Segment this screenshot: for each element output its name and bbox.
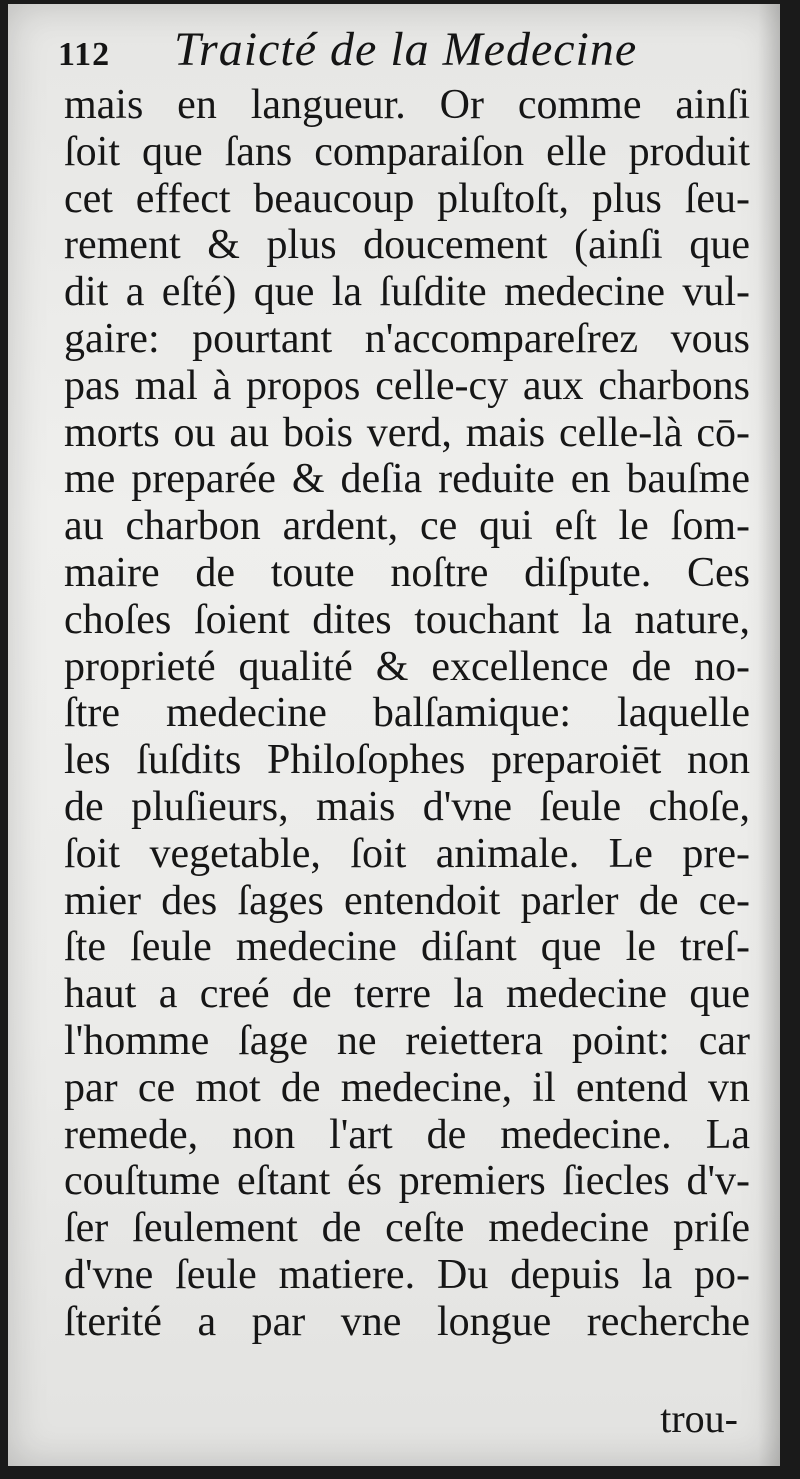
text-line: ſoit que ſans comparaiſon elle produit <box>64 128 750 175</box>
running-title: Traicté de la Medecine <box>174 23 638 76</box>
text-line: cet effect beaucoup pluſtoſt, plus ſeu- <box>64 175 750 222</box>
text-line: maire de toute noſtre diſpute. Ces <box>64 549 750 596</box>
text-line: ſer ſeulement de ceſte medecine priſe <box>64 1205 750 1252</box>
text-line: dit a eſté) que la ſuſdite medecine vul- <box>64 269 750 316</box>
text-line: mier des ſages entendoit parler de ce- <box>64 877 750 924</box>
text-line: l'homme ſage ne reiettera point: car <box>64 1017 750 1064</box>
page-gutter-shadow <box>758 4 780 1466</box>
text-line: les ſuſdits Philoſophes preparoiēt non <box>64 737 750 784</box>
text-line: rement & plus doucement (ainſi que <box>64 222 750 269</box>
page-header <box>58 18 738 80</box>
text-line: morts ou au bois verd, mais celle-là cō- <box>64 409 750 456</box>
book-page <box>8 4 780 1466</box>
text-line: haut a creé de terre la medecine que <box>64 971 750 1018</box>
text-line: de pluſieurs, mais d'vne ſeule choſe, <box>64 783 750 830</box>
body-text <box>64 82 750 1346</box>
text-line: par ce mot de medecine, il entend vn <box>64 1064 750 1111</box>
text-line: d'vne ſeule matiere. Du depuis la po- <box>64 1251 750 1298</box>
text-line: me preparée & deſia reduite en bauſme <box>64 456 750 503</box>
text-line: remede, non l'art de medecine. La <box>64 1111 750 1158</box>
text-line: ſte ſeule medecine diſant que le treſ- <box>64 924 750 971</box>
text-line: proprieté qualité & excellence de no- <box>64 643 750 690</box>
catchword: trou- <box>660 1396 738 1441</box>
text-line: couſtume eſtant és premiers ſiecles d'v- <box>64 1158 750 1205</box>
text-line: gaire: pourtant n'accompareſrez vous <box>64 315 750 362</box>
page-number: 112 <box>58 36 111 73</box>
text-line: ſoit vegetable, ſoit animale. Le pre- <box>64 830 750 877</box>
text-line: mais en langueur. Or comme ainſi <box>64 82 750 128</box>
text-line: ſterité a par vne longue recherche <box>64 1298 750 1345</box>
text-line: au charbon ardent, ce qui eſt le ſom- <box>64 503 750 550</box>
text-line: choſes ſoient dites touchant la nature, <box>64 596 750 643</box>
text-line: pas mal à propos celle-cy aux charbons <box>64 362 750 409</box>
text-line: ſtre medecine balſamique: laquelle <box>64 690 750 737</box>
